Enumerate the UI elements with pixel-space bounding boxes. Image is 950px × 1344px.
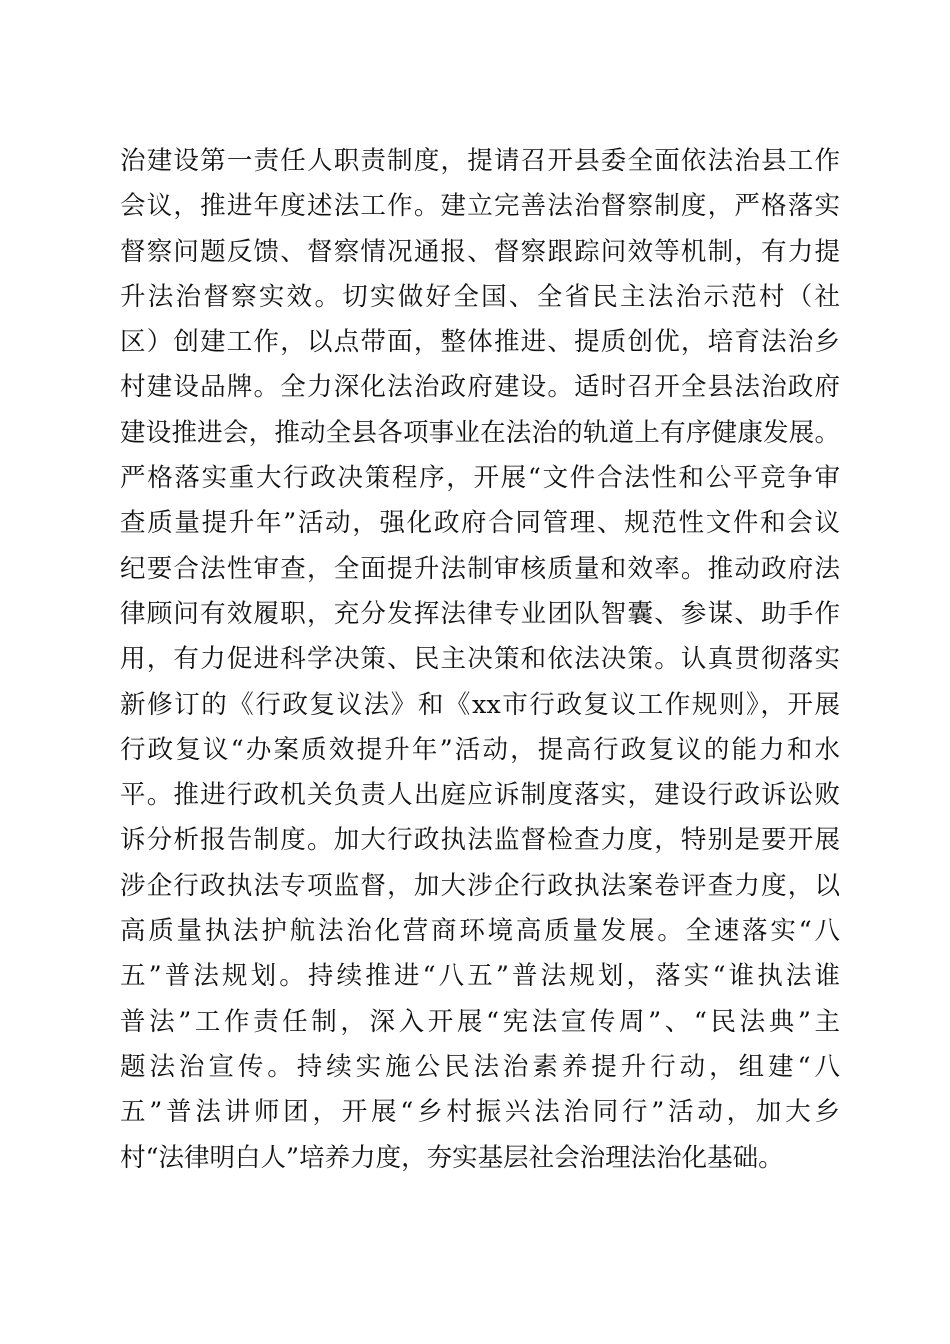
text-line: 治建设第一责任人职责制度，提请召开县委全面依法治县工作 <box>120 146 840 176</box>
body-text <box>120 139 840 1181</box>
text-line: 行政复议“办案质效提升年”活动，提高行政复议的能力和水 <box>120 734 840 765</box>
text-line: 涉企行政执法专项监督，加大涉企行政执法案卷评查力度，以 <box>120 870 840 901</box>
text-line: 纪要合法性审查，全面提升法制审核质量和效率。推动政府法 <box>120 553 840 584</box>
text-line: 五”普法规划。持续推进“八五”普法规划，落实“谁执法谁 <box>120 961 840 992</box>
text-line: 题法治宣传。持续实施公民法治素养提升行动，组建“八 <box>120 1051 840 1082</box>
text-line: 五”普法讲师团，开展“乡村振兴法治同行”活动，加大乡 <box>120 1097 840 1128</box>
text-line: 会议，推进年度述法工作。建立完善法治督察制度，严格落实 <box>120 191 840 222</box>
text-line: 严格落实重大行政决策程序，开展“文件合法性和公平竞争审 <box>120 463 840 494</box>
text-line: 用，有力促进科学决策、民主决策和依法决策。认真贯彻落实 <box>120 644 840 675</box>
text-line: 建设推进会，推动全县各项事业在法治的轨道上有序健康发展。 <box>120 417 840 448</box>
text-line: 新修订的《行政复议法》和《xx市行政复议工作规则》，开展 <box>120 689 840 720</box>
text-line: 律顾问有效履职，充分发挥法律专业团队智囊、参谋、助手作 <box>120 598 840 629</box>
text-line: 查质量提升年”活动，强化政府合同管理、规范性文件和会议 <box>120 508 840 539</box>
text-line: 村“法律明白人”培养力度，夯实基层社会治理法治化基础。 <box>120 1142 784 1173</box>
text-line: 平。推进行政机关负责人出庭应诉制度落实，建设行政诉讼败 <box>120 780 840 811</box>
text-line: 村建设品牌。全力深化法治政府建设。适时召开全县法治政府 <box>120 372 840 403</box>
text-line: 区）创建工作，以点带面，整体推进、提质创优，培育法治乡 <box>120 327 840 358</box>
text-line: 诉分析报告制度。加大行政执法监督检查力度，特别是要开展 <box>120 825 840 856</box>
text-line: 高质量执法护航法治化营商环境高质量发展。全速落实“八 <box>120 916 840 947</box>
text-line: 升法治督察实效。切实做好全国、全省民主法治示范村（社 <box>120 281 840 312</box>
text-line: 督察问题反馈、督察情况通报、督察跟踪问效等机制，有力提 <box>120 236 840 267</box>
text-line: 普法”工作责任制，深入开展“宪法宣传周”、“民法典”主 <box>120 1006 840 1037</box>
